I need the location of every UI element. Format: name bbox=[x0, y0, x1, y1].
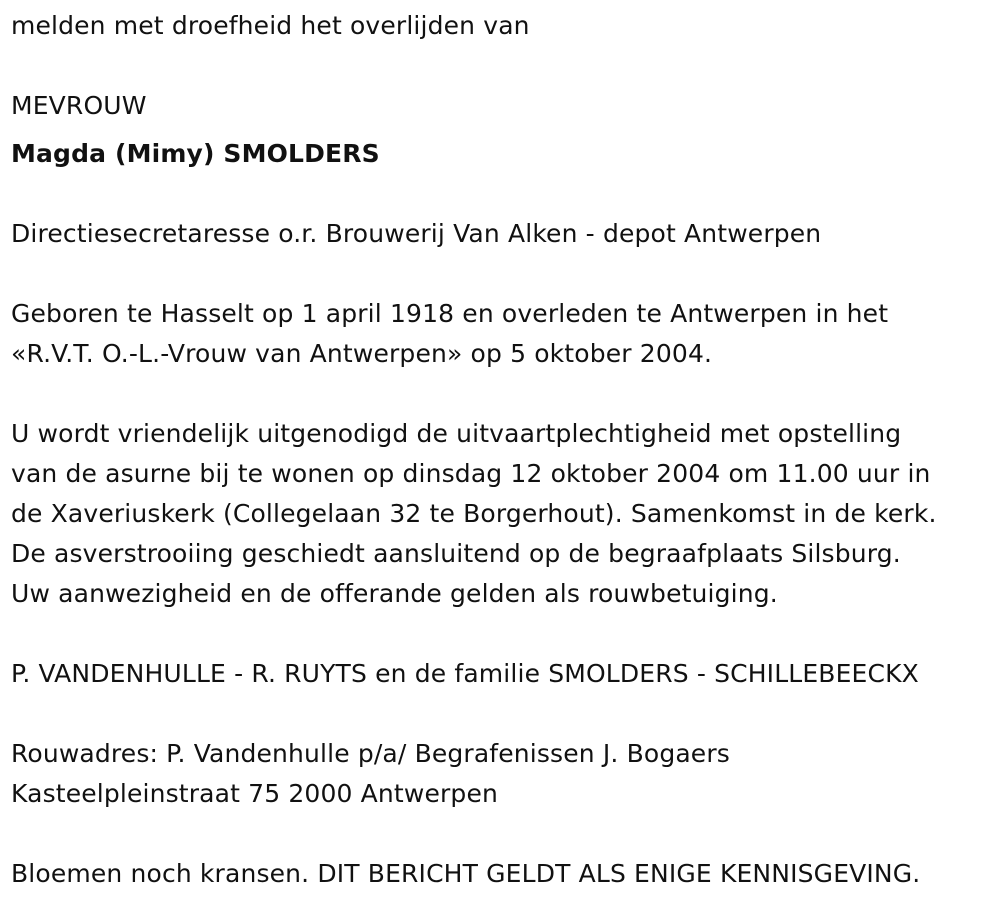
address-paragraph bbox=[11, 734, 996, 814]
family-line: P. VANDENHULLE - R. RUYTS en de familie SMOLDERS - SCHILLEBEECKX bbox=[11, 659, 919, 688]
ceremony-paragraph bbox=[11, 414, 996, 614]
address-line: Kasteelpleinstraat 75 2000 Antwerpen bbox=[11, 779, 498, 808]
ceremony-line: Uw aanwezigheid en de offerande gelden als rouwbetuiging. bbox=[11, 579, 778, 608]
birth-death-line: Geboren te Hasselt op 1 april 1918 en overleden te Antwerpen in het bbox=[11, 299, 889, 328]
occupation: Directiesecretaresse o.r. Brouwerij Van Alken - depot Antwerpen bbox=[11, 219, 822, 248]
deceased-name: Magda (Mimy) SMOLDERS bbox=[11, 139, 380, 168]
birth-death-line: «R.V.T. O.-L.-Vrouw van Antwerpen» op 5 oktober 2004. bbox=[11, 339, 713, 368]
ceremony-line: U wordt vriendelijk uitgenodigd de uitvaartplechtigheid met opstelling bbox=[11, 419, 902, 448]
closing-line: Bloemen noch kransen. DIT BERICHT GELDT ALS ENIGE KENNISGEVING. bbox=[11, 859, 921, 888]
ceremony-line: van de asurne bij te wonen op dinsdag 12 oktober 2004 om 11.00 uur in bbox=[11, 459, 931, 488]
ceremony-line: De asverstrooiing geschiedt aansluitend op de begraafplaats Silsburg. bbox=[11, 539, 901, 568]
intro-line: melden met droefheid het overlijden van bbox=[11, 11, 530, 40]
obituary-notice bbox=[11, 6, 996, 894]
honorific: MEVROUW bbox=[11, 91, 147, 120]
address-line: Rouwadres: P. Vandenhulle p/a/ Begrafenissen J. Bogaers bbox=[11, 739, 730, 768]
ceremony-line: de Xaveriuskerk (Collegelaan 32 te Borgerhout). Samenkomst in de kerk. bbox=[11, 499, 937, 528]
birth-death-paragraph bbox=[11, 294, 996, 374]
